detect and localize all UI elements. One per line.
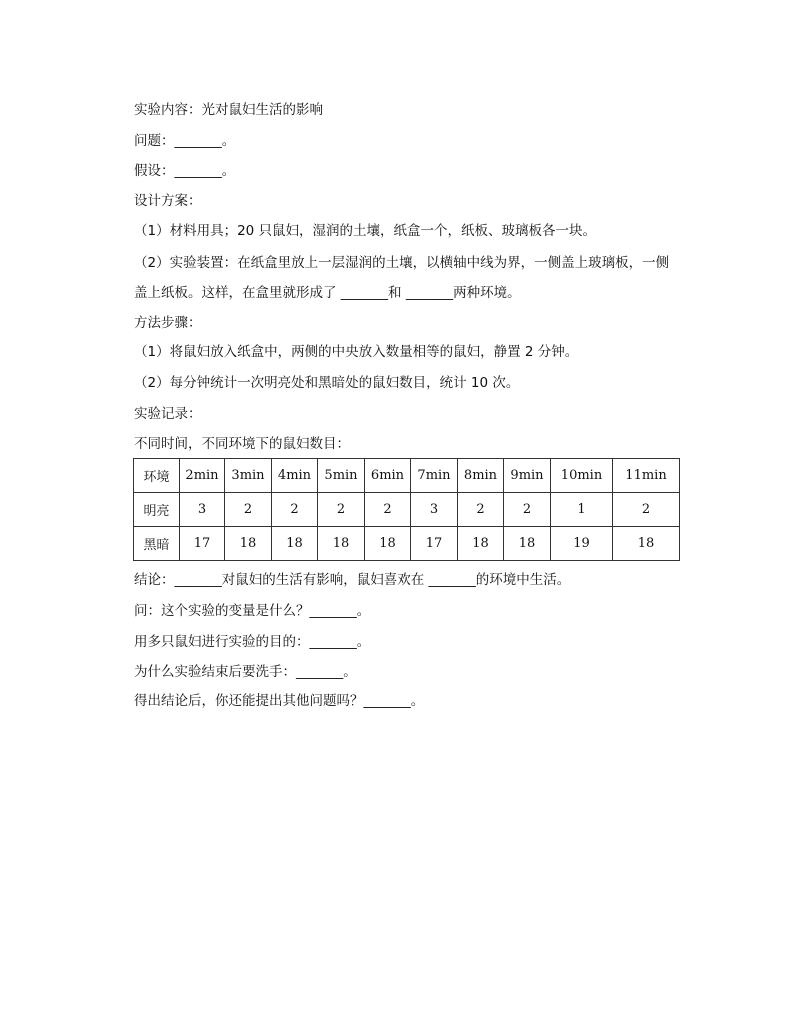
question-wash-hands: 为什么实验结束后要洗手：_______。 [134,664,357,680]
value-cell: 1 [551,493,613,527]
time-cell: 5min [318,459,365,493]
conclusion-line: 结论：_______对鼠妇的生活有影响，鼠妇喜欢在 _______的环境中生活。 [134,572,571,588]
time-cell: 7min [411,459,458,493]
time-cell: 11min [613,459,680,493]
question-purpose: 用多只鼠妇进行实验的目的：_______。 [134,634,371,650]
table-row-dark [134,527,680,561]
design-step-1: （1）材料用具；20 只鼠妇，湿润的土壤，纸盒一个，纸板、玻璃板各一块。 [134,223,597,239]
value-cell: 2 [613,493,680,527]
header-label-cell: 环境 [134,459,180,493]
row-label-cell: 黑暗 [134,527,180,561]
question-line: 问题：_______。 [134,133,236,149]
value-cell: 17 [411,527,458,561]
method-step-2: （2）每分钟统计一次明亮处和黑暗处的鼠妇数目，统计 10 次。 [134,375,520,391]
table-row-bright [134,493,680,527]
time-cell: 9min [504,459,551,493]
data-table [133,458,680,561]
method-heading: 方法步骤： [134,315,202,331]
value-cell: 2 [504,493,551,527]
design-step-2-line-2: 盖上纸板。这样，在盒里就形成了 _______和 _______两种环境。 [134,285,521,301]
table-caption: 不同时间，不同环境下的鼠妇数目： [134,436,350,452]
row-label-cell: 明亮 [134,493,180,527]
question-variable: 问：这个实验的变量是什么？_______。 [134,603,371,619]
value-cell: 2 [225,493,272,527]
value-cell: 18 [504,527,551,561]
design-step-2-line-1: （2）实验装置：在纸盒里放上一层湿润的土壤，以横轴中线为界，一侧盖上玻璃板，一侧 [134,255,670,271]
value-cell: 2 [272,493,318,527]
value-cell: 2 [458,493,504,527]
value-cell: 18 [318,527,365,561]
question-other: 得出结论后，你还能提出其他问题吗？_______。 [134,693,425,709]
method-step-1: （1）将鼠妇放入纸盒中，两侧的中央放入数量相等的鼠妇，静置 2 分钟。 [134,344,579,360]
value-cell: 18 [272,527,318,561]
record-heading: 实验记录： [134,406,202,422]
value-cell: 3 [180,493,225,527]
value-cell: 18 [225,527,272,561]
time-cell: 10min [551,459,613,493]
value-cell: 17 [180,527,225,561]
time-cell: 3min [225,459,272,493]
table-header-row [134,459,680,493]
time-cell: 6min [365,459,411,493]
value-cell: 2 [318,493,365,527]
value-cell: 18 [458,527,504,561]
hypothesis-line: 假设：_______。 [134,163,236,179]
value-cell: 19 [551,527,613,561]
time-cell: 4min [272,459,318,493]
value-cell: 2 [365,493,411,527]
value-cell: 18 [613,527,680,561]
experiment-title: 实验内容：光对鼠妇生活的影响 [134,102,323,118]
value-cell: 3 [411,493,458,527]
time-cell: 8min [458,459,504,493]
design-heading: 设计方案： [134,193,202,209]
time-cell: 2min [180,459,225,493]
value-cell: 18 [365,527,411,561]
